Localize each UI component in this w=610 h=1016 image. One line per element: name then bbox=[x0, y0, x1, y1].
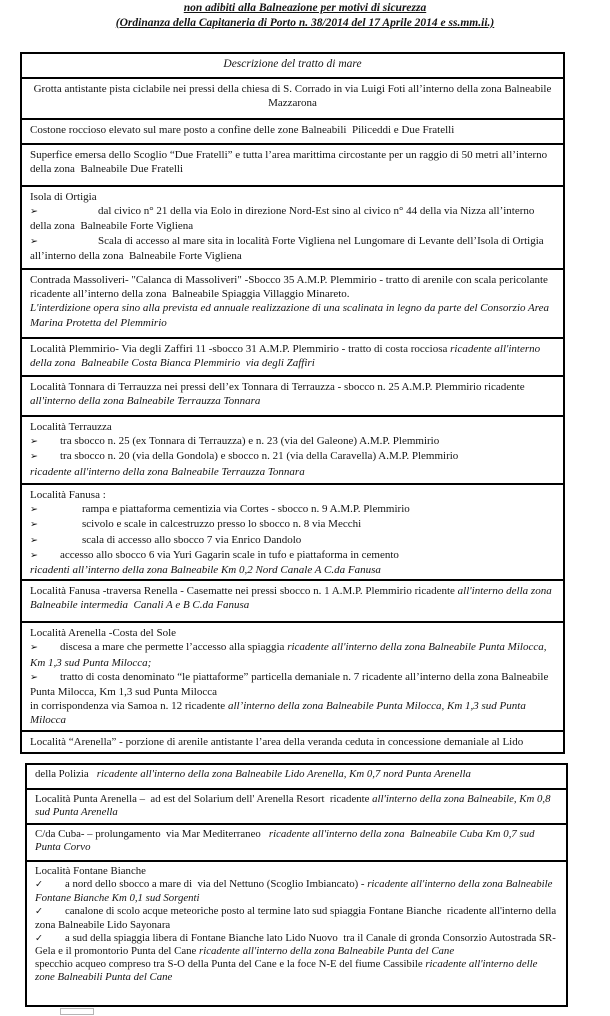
text-line bbox=[30, 342, 555, 370]
table-row bbox=[22, 339, 563, 377]
italic-text-segment: ricadente all'interno delle zone Balneabili Punta del Cane bbox=[35, 958, 541, 984]
text-segment: Località Fanusa -traversa Renella - Casematte nei pressi sbocco n. 1 A.M.P. Plemmirio ricadente bbox=[30, 585, 458, 598]
table-header: Descrizione del tratto di mare bbox=[22, 54, 563, 79]
text-segment: accesso allo sbocco 6 via Yuri Gagarin scale in tufo e piattaforma in cemento bbox=[59, 548, 399, 561]
text-segment: Località Punta Arenella – ad est del Solarium dell' Arenella Resort ricadente bbox=[35, 793, 373, 805]
bullet-line bbox=[30, 533, 555, 548]
table-row bbox=[27, 825, 566, 862]
arrow-bullet-icon: ➢ bbox=[30, 436, 38, 448]
table-body bbox=[27, 765, 566, 1005]
document-title-line2: (Ordinanza della Capitaneria di Porto n. 38/2014 del 17 Aprile 2014 e ss.mm.ii.) bbox=[115, 17, 495, 29]
text-line bbox=[35, 865, 558, 878]
text-line bbox=[30, 273, 555, 301]
text-line bbox=[35, 768, 558, 781]
italic-text-segment: L'interdizione opera sino alla prevista ed annuale realizzazione di una scalinata in legno da parte del Consorzio Area Marina Protetta del Plemmirio bbox=[30, 302, 552, 329]
text-segment: a sud della spiaggia libera di Fontane Bianche lato Lido Nuovo tra il Canale di gronda Consorzio Autostrada SR- Gela e il promontorio Punta del Cane bbox=[35, 931, 559, 958]
text-segment: Contrada Massoliveri- "Calanca di Massoliveri" -Sbocco 35 A.M.P. Plemmirio - tratto di arenile con scala pericolante ricadente all’interno della zona Balneabile Spiaggia Villaggio Minareto. bbox=[30, 274, 551, 301]
text-segment: tratto di costa denominato “le piattaforme” particella demaniale n. 7 ricadente all’interno della zona Balneabile Punta Milocca, Km 1,3 sud Punta Milocca bbox=[30, 670, 552, 699]
text-segment: tra sbocco n. 20 (via della Gondola) e sbocco n. 21 (via della Caravella) A.M.P. Plemmirio bbox=[59, 450, 459, 463]
table-row bbox=[22, 79, 563, 120]
text-segment: Grotta antistante pista ciclabile nei pressi della chiesa di S. Corrado in via Luigi Foti all’interno della zona Balneabile Mazzarona bbox=[33, 83, 555, 110]
check-bullet-icon: ✓ bbox=[35, 932, 43, 944]
text-line bbox=[30, 488, 555, 502]
text-line bbox=[30, 148, 555, 176]
table-row bbox=[22, 623, 563, 731]
arrow-bullet-icon: ➢ bbox=[30, 642, 38, 654]
text-line bbox=[30, 626, 555, 640]
document-title-line1: non adibiti alla Balneazione per motivi di sicurezza bbox=[183, 2, 427, 14]
text-segment: a nord dello sbocco a mare di via del Nettuno (Scoglio Imbiancato) - bbox=[64, 877, 368, 890]
check-bullet-icon: ✓ bbox=[35, 905, 43, 917]
arrow-bullet-icon: ➢ bbox=[30, 534, 38, 546]
text-line bbox=[30, 735, 555, 749]
text-line bbox=[30, 301, 555, 329]
text-segment: Costone roccioso elevato sul mare posto a confine delle zone Balneabili Piliceddi e Due Fratelli bbox=[30, 124, 455, 136]
text-line bbox=[35, 793, 558, 819]
bullet-line bbox=[30, 449, 555, 464]
bullet-line bbox=[30, 234, 555, 263]
bullet-line bbox=[30, 434, 555, 449]
table-row bbox=[22, 145, 563, 187]
italic-text-segment: all’interno della zona Balneabile Punta Milocca, Km 1,3 sud Punta Milocca bbox=[30, 700, 529, 727]
italic-text-segment: ricadente all'interno della zona Balneabile Cuba Km 0,7 sud Punta Corvo bbox=[35, 828, 538, 853]
table-row bbox=[22, 270, 563, 339]
bullet-line bbox=[30, 670, 555, 699]
table-body bbox=[22, 79, 563, 752]
italic-text-segment: ricadente all'interno della zona Balneabile Punta Milocca, Km 1,3 sud Punta Milocca; bbox=[30, 641, 550, 669]
arrow-bullet-icon: ➢ bbox=[30, 504, 38, 516]
text-segment: rampa e piattaforma cementizia via Cortes - sbocco n. 9 A.M.P. Plemmirio bbox=[81, 503, 410, 516]
text-segment: Isola di Ortigia bbox=[30, 191, 97, 203]
arrow-bullet-icon: ➢ bbox=[30, 519, 38, 531]
text-segment: della Polizia bbox=[35, 768, 97, 780]
table-row bbox=[22, 120, 563, 145]
check-bullet-icon: ✓ bbox=[35, 878, 43, 890]
text-segment: scala di accesso allo sbocco 7 via Enrico Dandolo bbox=[81, 533, 302, 546]
document-header bbox=[0, 1, 610, 31]
italic-text-segment: all'interno della zona Balneabile Terrauzza Tonnara bbox=[30, 395, 261, 408]
text-segment: Località Fanusa : bbox=[30, 489, 106, 501]
arrow-bullet-icon: ➢ bbox=[30, 451, 38, 463]
description-table bbox=[20, 52, 565, 754]
text-segment: Località Terrauzza bbox=[30, 421, 112, 433]
arrow-bullet-icon: ➢ bbox=[30, 549, 38, 561]
text-segment: Località “Arenella” - porzione di arenile antistante l’area della veranda ceduta in concessione demaniale al Lido bbox=[30, 735, 524, 748]
text-segment: Località Arenella -Costa del Sole bbox=[30, 627, 177, 640]
italic-text-segment: ricadente all'interno della zona Balneabile Fontane Bianche Km 0,1 sud Sorgenti bbox=[35, 877, 556, 904]
continuation-table bbox=[25, 763, 568, 1007]
table-row bbox=[22, 581, 563, 623]
table-row bbox=[22, 377, 563, 417]
text-segment: Località Plemmirio- Via degli Zaffiri 11 -sbocco 31 A.M.P. Plemmirio - tratto di costa rocciosa bbox=[30, 343, 451, 355]
table-row bbox=[22, 417, 563, 485]
table-row bbox=[22, 732, 563, 752]
check-line bbox=[35, 905, 558, 932]
text-segment: Località Tonnara di Terrauzza nei pressi dell’ex Tonnara di Terrauzza - sbocco n. 25 A.M.P. Plemmirio ricadente bbox=[30, 381, 528, 393]
bullet-line bbox=[30, 204, 555, 233]
italic-text-segment: ricadente all'interno della zona Balneabile Punta del Cane bbox=[199, 945, 455, 958]
italic-text-segment: ricadente all'interno della zona Balneabile Terrauzza Tonnara bbox=[30, 465, 305, 478]
text-segment: C/da Cuba- – prolungamento via Mar Mediterraneo bbox=[35, 828, 269, 840]
text-line bbox=[30, 420, 555, 434]
bullet-line bbox=[30, 548, 555, 563]
text-line bbox=[30, 190, 555, 204]
text-line bbox=[30, 699, 555, 727]
text-line bbox=[30, 123, 555, 137]
check-line bbox=[35, 878, 558, 905]
text-segment: Superfice emersa dello Scoglio “Due Fratelli” e tutta l’area marittima circostante per un raggio di 50 metri all’interno della zona Balneabile Due Fratelli bbox=[30, 149, 550, 176]
bullet-line bbox=[30, 517, 555, 532]
table-row bbox=[27, 790, 566, 825]
text-segment: Località Fontane Bianche bbox=[35, 865, 146, 877]
text-segment: tra sbocco n. 25 (ex Tonnara di Terrauzza) e n. 23 (via del Galeone) A.M.P. Plemmirio bbox=[59, 435, 440, 448]
text-line bbox=[35, 958, 558, 984]
italic-text-segment: ricadente all'interno della zona Balneabile Costa Bianca Plemmirio via degli Zaffiri bbox=[30, 343, 543, 370]
text-segment: scivolo e scale in calcestruzzo presso lo sbocco n. 8 via Mecchi bbox=[81, 518, 362, 531]
text-segment: in corrispondenza via Samoa n. 12 ricadente bbox=[30, 700, 228, 713]
table-row bbox=[22, 187, 563, 270]
arrow-bullet-icon: ➢ bbox=[30, 206, 38, 218]
italic-text-segment: ricadenti all’interno della zona Balneabile Km 0,2 Nord Canale A C.da Fanusa bbox=[30, 564, 381, 577]
text-segment: discesa a mare che permette l’accesso alla spiaggia bbox=[59, 641, 288, 654]
table-row bbox=[22, 485, 563, 581]
text-line bbox=[30, 584, 555, 612]
text-line bbox=[30, 563, 555, 577]
bullet-line bbox=[30, 640, 555, 669]
text-segment: Scala di accesso al mare sita in località Forte Vigliena nel Lungomare di Levante dell’Isola di Ortigia all’interno della zona Balneabile Forte Vigliena bbox=[30, 234, 547, 262]
text-line bbox=[30, 465, 555, 479]
text-line bbox=[30, 82, 555, 110]
italic-text-segment: all'interno della zona Balneabile, Km 0,8 sud Punta Arenella bbox=[35, 793, 554, 818]
italic-text-segment: all'interno della zona Balneabile intermedia Canali A e B C.da Fanusa bbox=[30, 585, 555, 612]
table-row bbox=[27, 862, 566, 1005]
check-line bbox=[35, 932, 558, 959]
text-line bbox=[30, 380, 555, 408]
text-segment: dal civico n° 21 della via Eolo in direzione Nord-Est sino al civico n° 44 della via Nizza all’interno della zona Balneabile Forte Vigliena bbox=[30, 205, 538, 233]
text-line bbox=[35, 828, 558, 854]
table-row bbox=[27, 765, 566, 790]
text-segment: specchio acqueo compreso tra S-O della Punta del Cane e la foce N-E del fiume Cassibile bbox=[35, 958, 426, 971]
text-segment: canalone di scolo acque meteoriche posto al termine lato sud spiaggia Fontane Bianche ricadente all'interno della zona Balneabile Lido Sayonara bbox=[35, 904, 559, 931]
bullet-line bbox=[30, 502, 555, 517]
italic-text-segment: ricadente all'interno della zona Balneabile Lido Arenella, Km 0,7 nord Punta Arenella bbox=[96, 768, 471, 780]
next-page-fragment bbox=[60, 1008, 94, 1015]
arrow-bullet-icon: ➢ bbox=[30, 235, 38, 247]
arrow-bullet-icon: ➢ bbox=[30, 671, 38, 683]
